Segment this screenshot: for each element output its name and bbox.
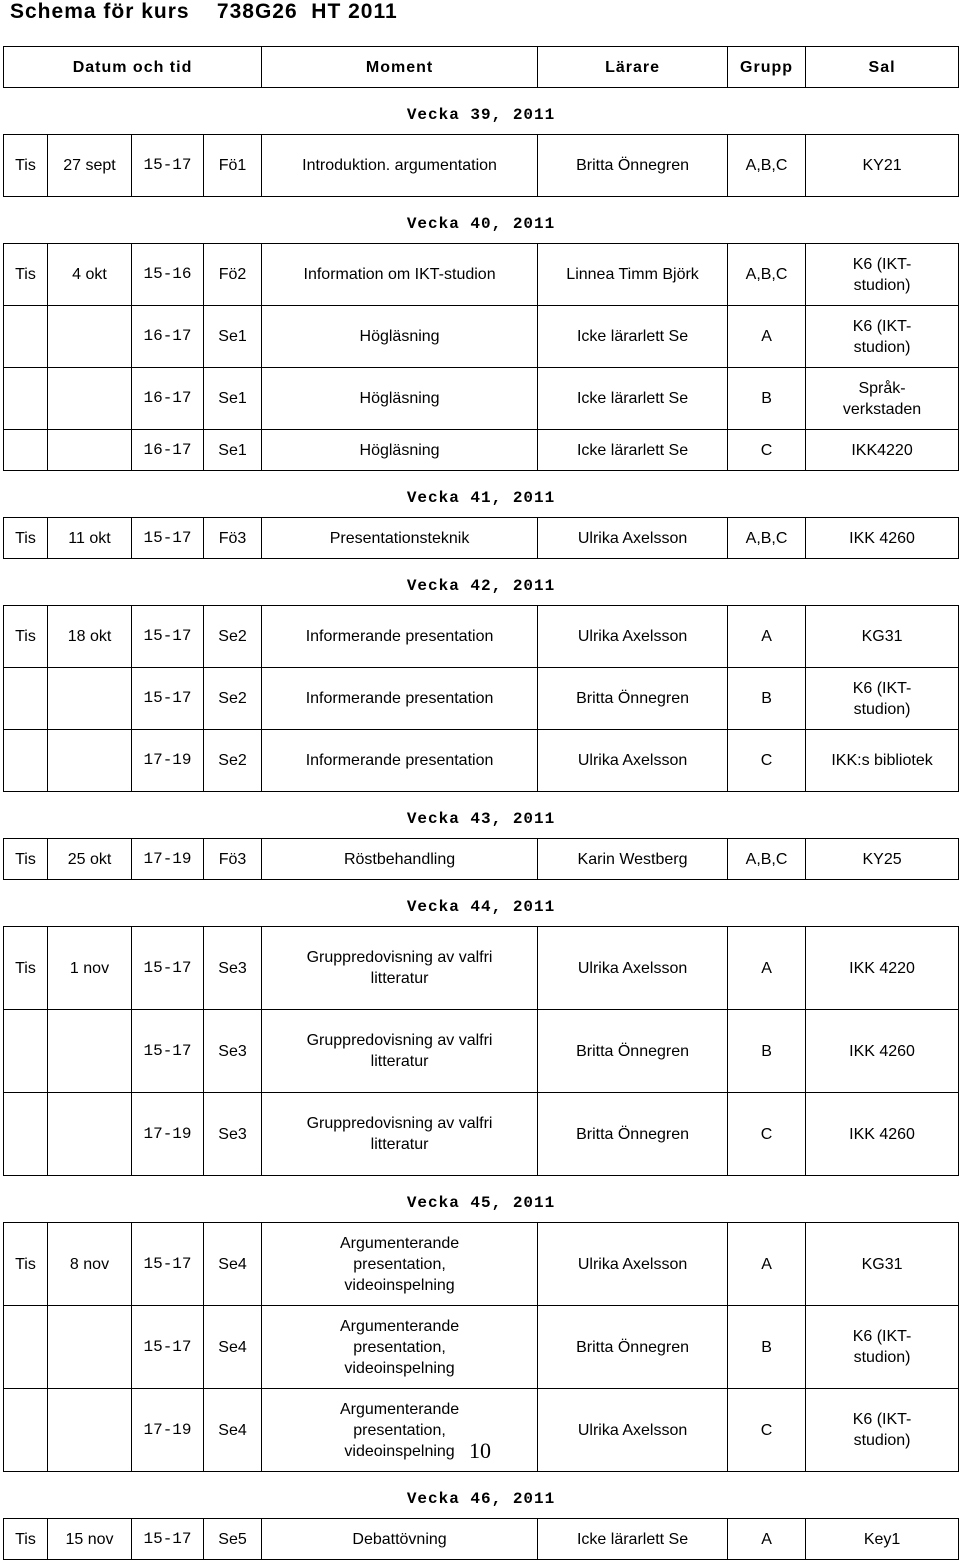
cell-group: A,B,C	[728, 518, 806, 559]
cell-teacher: Britta Önnegren	[538, 1010, 728, 1093]
cell-time: 15-16	[132, 244, 204, 306]
table-row	[4, 518, 959, 559]
table-row	[4, 606, 959, 668]
week-row	[4, 1472, 959, 1519]
cell-room: KG31	[806, 606, 959, 668]
cell-code: Se1	[204, 306, 262, 368]
week-label: Vecka 42, 2011	[406, 576, 556, 595]
table-row	[4, 244, 959, 306]
cell-teacher: Britta Önnegren	[538, 1093, 728, 1176]
week-label: Vecka 44, 2011	[406, 897, 556, 916]
cell-time: 15-17	[132, 1223, 204, 1306]
week-label: Vecka 43, 2011	[406, 809, 556, 828]
cell-teacher: Icke lärarlett Se	[538, 368, 728, 430]
table-row	[4, 927, 959, 1010]
cell-group: A,B,C	[728, 244, 806, 306]
cell-room: KY21	[806, 135, 959, 197]
cell-time: 15-17	[132, 606, 204, 668]
header-moment: Moment	[262, 47, 538, 88]
cell-room: Key1	[806, 1519, 959, 1560]
cell-moment: Gruppredovisning av valfri litteratur	[262, 927, 538, 1010]
cell-code: Fö1	[204, 135, 262, 197]
schedule-body	[4, 47, 959, 1560]
cell-date: 27 sept	[48, 135, 132, 197]
cell-code: Se4	[204, 1223, 262, 1306]
cell-room: K6 (IKT-studion)	[806, 306, 959, 368]
cell-date	[48, 306, 132, 368]
cell-code: Se3	[204, 1010, 262, 1093]
table-row	[4, 306, 959, 368]
cell-group: C	[728, 430, 806, 471]
page-title: Schema för kurs 738G26 HT 2011	[10, 0, 398, 23]
cell-code: Se1	[204, 368, 262, 430]
cell-group: A,B,C	[728, 839, 806, 880]
cell-teacher: Britta Önnegren	[538, 668, 728, 730]
cell-day: Tis	[4, 927, 48, 1010]
cell-date	[48, 730, 132, 792]
cell-code: Se2	[204, 668, 262, 730]
cell-moment: Röstbehandling	[262, 839, 538, 880]
cell-day	[4, 368, 48, 430]
cell-time: 16-17	[132, 368, 204, 430]
week-label: Vecka 41, 2011	[406, 488, 556, 507]
cell-moment: Introduktion. argumentation	[262, 135, 538, 197]
cell-room: K6 (IKT-studion)	[806, 668, 959, 730]
week-row	[4, 88, 959, 135]
cell-teacher: Britta Önnegren	[538, 135, 728, 197]
cell-day: Tis	[4, 244, 48, 306]
cell-time: 15-17	[132, 1519, 204, 1560]
cell-day: Tis	[4, 135, 48, 197]
cell-room: Språk-verkstaden	[806, 368, 959, 430]
cell-time: 17-19	[132, 839, 204, 880]
cell-room: IKK 4260	[806, 1093, 959, 1176]
cell-code: Fö3	[204, 518, 262, 559]
header-datum: Datum och tid	[4, 47, 262, 88]
cell-moment: Information om IKT-studion	[262, 244, 538, 306]
cell-group: B	[728, 1010, 806, 1093]
cell-time: 15-17	[132, 1010, 204, 1093]
cell-teacher: Ulrika Axelsson	[538, 1389, 728, 1472]
cell-teacher: Britta Önnegren	[538, 1306, 728, 1389]
cell-day	[4, 430, 48, 471]
cell-date	[48, 430, 132, 471]
cell-date: 8 nov	[48, 1223, 132, 1306]
week-row	[4, 197, 959, 244]
cell-group: C	[728, 730, 806, 792]
cell-group: B	[728, 1306, 806, 1389]
table-row	[4, 1093, 959, 1176]
cell-teacher: Icke lärarlett Se	[538, 306, 728, 368]
header-sal: Sal	[806, 47, 959, 88]
cell-room: IKK 4260	[806, 518, 959, 559]
cell-room: K6 (IKT-studion)	[806, 1389, 959, 1472]
cell-moment: Högläsning	[262, 368, 538, 430]
cell-moment: Högläsning	[262, 306, 538, 368]
week-row	[4, 1176, 959, 1223]
cell-day	[4, 668, 48, 730]
cell-moment: Högläsning	[262, 430, 538, 471]
cell-teacher: Ulrika Axelsson	[538, 1223, 728, 1306]
cell-moment: Argumenterande presentation, videoinspelning	[262, 1223, 538, 1306]
header-larare: Lärare	[538, 47, 728, 88]
cell-group: A,B,C	[728, 135, 806, 197]
cell-date	[48, 368, 132, 430]
cell-code: Se3	[204, 1093, 262, 1176]
cell-date: 11 okt	[48, 518, 132, 559]
cell-code: Se4	[204, 1389, 262, 1472]
cell-day	[4, 1010, 48, 1093]
cell-date	[48, 668, 132, 730]
cell-moment: Informerande presentation	[262, 730, 538, 792]
cell-room: KY25	[806, 839, 959, 880]
cell-moment: Presentationsteknik	[262, 518, 538, 559]
cell-teacher: Icke lärarlett Se	[538, 1519, 728, 1560]
cell-group: B	[728, 668, 806, 730]
header-row	[4, 47, 959, 88]
cell-group: B	[728, 368, 806, 430]
schedule-table	[3, 46, 959, 1560]
cell-room: IKK4220	[806, 430, 959, 471]
table-row	[4, 730, 959, 792]
table-row	[4, 839, 959, 880]
week-label: Vecka 40, 2011	[406, 214, 556, 233]
cell-time: 16-17	[132, 430, 204, 471]
cell-room: IKK 4220	[806, 927, 959, 1010]
cell-room: KG31	[806, 1223, 959, 1306]
table-row	[4, 1223, 959, 1306]
table-row	[4, 1519, 959, 1560]
cell-time: 15-17	[132, 518, 204, 559]
table-row	[4, 1010, 959, 1093]
cell-group: A	[728, 1223, 806, 1306]
cell-moment: Informerande presentation	[262, 668, 538, 730]
cell-date	[48, 1306, 132, 1389]
cell-group: A	[728, 306, 806, 368]
table-row	[4, 668, 959, 730]
week-label: Vecka 46, 2011	[406, 1489, 556, 1508]
week-row	[4, 471, 959, 518]
cell-day	[4, 1306, 48, 1389]
cell-time: 15-17	[132, 1306, 204, 1389]
cell-time: 16-17	[132, 306, 204, 368]
cell-date: 4 okt	[48, 244, 132, 306]
cell-moment: Informerande presentation	[262, 606, 538, 668]
week-row	[4, 559, 959, 606]
cell-date: 25 okt	[48, 839, 132, 880]
week-label: Vecka 45, 2011	[406, 1193, 556, 1212]
cell-teacher: Ulrika Axelsson	[538, 518, 728, 559]
cell-moment: Debattövning	[262, 1519, 538, 1560]
cell-teacher: Linnea Timm Björk	[538, 244, 728, 306]
cell-teacher: Ulrika Axelsson	[538, 730, 728, 792]
header-grupp: Grupp	[728, 47, 806, 88]
cell-code: Se2	[204, 606, 262, 668]
cell-code: Se4	[204, 1306, 262, 1389]
table-row	[4, 135, 959, 197]
cell-room: IKK 4260	[806, 1010, 959, 1093]
cell-teacher: Ulrika Axelsson	[538, 606, 728, 668]
cell-moment: Argumenterande presentation, videoinspelning	[262, 1389, 538, 1472]
cell-code: Se1	[204, 430, 262, 471]
cell-date: 1 nov	[48, 927, 132, 1010]
week-label: Vecka 39, 2011	[406, 105, 556, 124]
cell-moment: Argumenterande presentation, videoinspelning	[262, 1306, 538, 1389]
cell-teacher: Icke lärarlett Se	[538, 430, 728, 471]
cell-date: 18 okt	[48, 606, 132, 668]
cell-day: Tis	[4, 1519, 48, 1560]
cell-room: K6 (IKT-studion)	[806, 1306, 959, 1389]
cell-group: A	[728, 1519, 806, 1560]
cell-time: 17-19	[132, 1389, 204, 1472]
page-number: 10	[469, 1438, 491, 1463]
cell-day	[4, 1093, 48, 1176]
cell-day: Tis	[4, 606, 48, 668]
cell-room: IKK:s bibliotek	[806, 730, 959, 792]
week-row	[4, 880, 959, 927]
table-row	[4, 430, 959, 471]
cell-moment: Gruppredovisning av valfri litteratur	[262, 1093, 538, 1176]
cell-day: Tis	[4, 1223, 48, 1306]
cell-code: Se2	[204, 730, 262, 792]
cell-code: Fö2	[204, 244, 262, 306]
cell-time: 15-17	[132, 927, 204, 1010]
cell-group: C	[728, 1093, 806, 1176]
cell-day	[4, 730, 48, 792]
cell-teacher: Ulrika Axelsson	[538, 927, 728, 1010]
cell-group: A	[728, 927, 806, 1010]
cell-date	[48, 1093, 132, 1176]
cell-time: 15-17	[132, 135, 204, 197]
table-row	[4, 368, 959, 430]
cell-day: Tis	[4, 839, 48, 880]
cell-date	[48, 1010, 132, 1093]
cell-date: 15 nov	[48, 1519, 132, 1560]
week-row	[4, 792, 959, 839]
cell-day: Tis	[4, 518, 48, 559]
cell-moment: Gruppredovisning av valfri litteratur	[262, 1010, 538, 1093]
cell-code: Se3	[204, 927, 262, 1010]
cell-group: C	[728, 1389, 806, 1472]
cell-teacher: Karin Westberg	[538, 839, 728, 880]
cell-time: 15-17	[132, 668, 204, 730]
cell-group: A	[728, 606, 806, 668]
cell-time: 17-19	[132, 730, 204, 792]
cell-room: K6 (IKT-studion)	[806, 244, 959, 306]
cell-day	[4, 306, 48, 368]
cell-code: Se5	[204, 1519, 262, 1560]
cell-time: 17-19	[132, 1093, 204, 1176]
table-row	[4, 1306, 959, 1389]
cell-code: Fö3	[204, 839, 262, 880]
